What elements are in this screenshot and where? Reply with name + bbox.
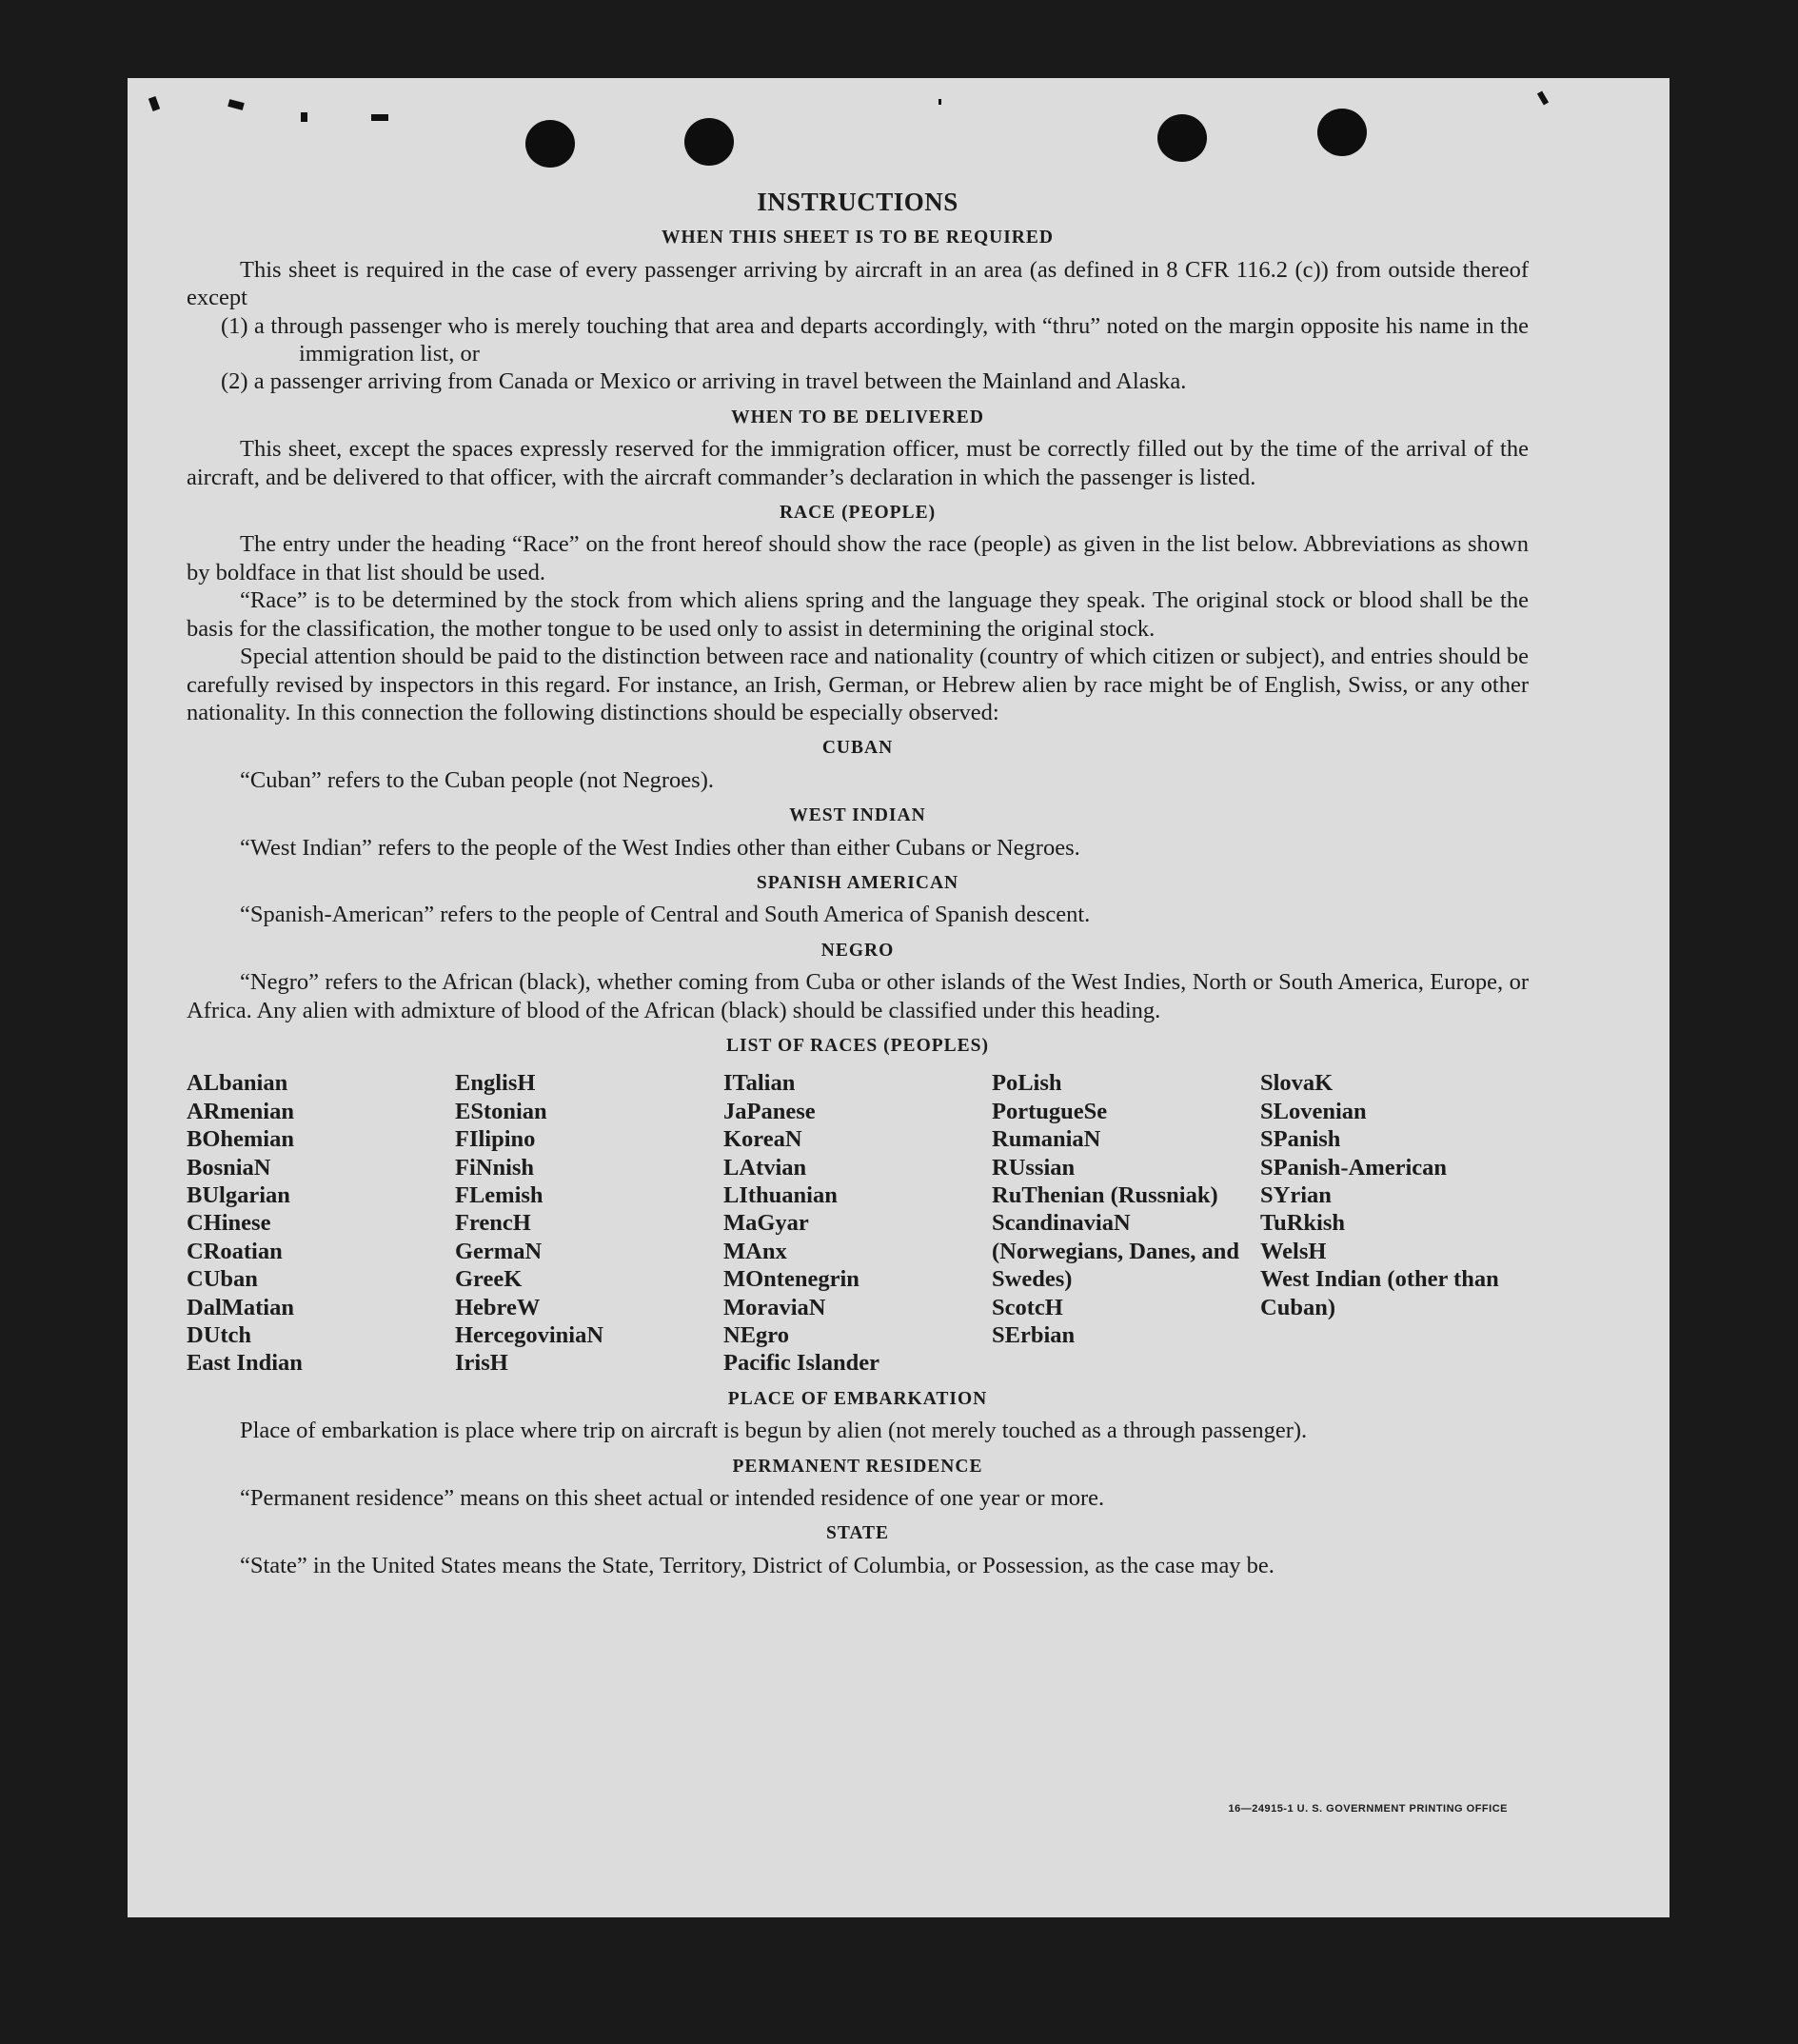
embarkation-text: Place of embarkation is place where trip on aircraft is begun by alien (not merely touched as a through passenger). [240, 1418, 1308, 1444]
instructions-content [187, 189, 1529, 1579]
race-item: EnglisH [455, 1070, 536, 1097]
race-item: SErbian [992, 1322, 1076, 1349]
race-item: DalMatian [187, 1294, 294, 1320]
race-item: FiNnish [455, 1154, 535, 1181]
race-item: SlovaK [1260, 1070, 1334, 1097]
race-item: LAtvian [723, 1154, 807, 1181]
race-item: RuThenian (Russniak) [992, 1182, 1218, 1208]
state-footer-row [187, 1552, 1529, 1579]
race-item: ITalian [723, 1070, 796, 1097]
race-item: FIlipino [455, 1126, 536, 1153]
heading-when-delivered: WHEN TO BE DELIVERED [731, 407, 984, 427]
race-paragraph-2: “Race” is to be determined by the stock from which aliens spring and the language they speak. The original stock or blood shall be the basis for the classification, the mother tongue to be used only to assist in determining the original stock. [187, 587, 1529, 642]
document-sheet [128, 78, 1670, 1917]
negro-text: “Negro” refers to the African (black), whether coming from Cuba or other islands of the West Indies, North or South America, Europe, or Africa. Any alien with admixture of blood of the African (black) should be classified under this heading. [187, 969, 1529, 1023]
state-text: “State” in the United States means the State, Territory, District of Columbia, or Possession, as the case may be. [240, 1552, 1274, 1578]
heading-cuban: CUBAN [821, 738, 894, 759]
races-column [1260, 1069, 1529, 1377]
race-item: GermaN [455, 1238, 543, 1264]
race-item: ScandinaviaN (Norwegians, Danes, and Swedes) [992, 1210, 1239, 1293]
race-item: BosniaN [187, 1154, 271, 1181]
race-item: MAnx [723, 1238, 787, 1264]
race-item: HebreW [455, 1294, 541, 1320]
race-item: LIthuanian [723, 1182, 838, 1208]
races-list [187, 1069, 1529, 1377]
race-item: ALbanian [187, 1070, 288, 1097]
race-item: MoraviaN [723, 1294, 826, 1320]
race-item: East Indian [187, 1350, 303, 1377]
race-item: MOntenegrin [723, 1266, 859, 1293]
races-column [992, 1069, 1260, 1377]
heading-west-indian: WEST INDIAN [789, 805, 926, 826]
race-item: SPanish-American [1260, 1154, 1447, 1181]
races-column [455, 1069, 723, 1377]
heading-list-of-races: LIST OF RACES (PEOPLES) [725, 1035, 989, 1056]
race-item: BOhemian [187, 1126, 294, 1153]
heading-when-required: WHEN THIS SHEET IS TO BE REQUIRED [662, 228, 1054, 248]
race-item: FrencH [455, 1210, 531, 1237]
race-item: CUban [187, 1266, 258, 1293]
west-indian-text: “West Indian” refers to the people of the West Indies other than either Cubans or Negroes. [240, 834, 1080, 861]
races-column [187, 1069, 455, 1377]
race-item: RUssian [992, 1154, 1076, 1181]
heading-state: STATE [825, 1523, 890, 1544]
race-item: TuRkish [1260, 1210, 1346, 1237]
race-item: GreeK [455, 1266, 523, 1293]
race-item: WelsH [1260, 1238, 1327, 1264]
race-item: MaGyar [723, 1210, 809, 1237]
race-item: ScotcH [992, 1294, 1063, 1320]
race-item: CRoatian [187, 1238, 283, 1264]
race-item: NEgro [723, 1322, 789, 1349]
race-item: HercegoviniaN [455, 1322, 604, 1349]
heading-spanish-american: SPANISH AMERICAN [756, 872, 959, 893]
page-title: INSTRUCTIONS [757, 188, 958, 216]
exception-item-1: (1) a through passenger who is merely touching that area and departs accordingly, with “thru” noted on the margin opposite his name in the immigration list, or [221, 312, 1529, 367]
race-item: KoreaN [723, 1126, 802, 1153]
race-item: Pacific Islander [723, 1350, 879, 1377]
races-column [723, 1069, 992, 1377]
race-paragraph-3: Special attention should be paid to the distinction between race and nationality (country of which citizen or subject), and entries should be carefully revised by inspectors in this regard. For instance, an Irish, German, or Hebrew alien by race might be of English, Swiss, or any other nationality. In this connection the following distinctions should be especially observed: [187, 644, 1529, 725]
race-item: PoLish [992, 1070, 1062, 1097]
race-item: RumaniaN [992, 1126, 1101, 1153]
race-item: JaPanese [723, 1098, 816, 1124]
heading-permanent-residence: PERMANENT RESIDENCE [732, 1456, 983, 1477]
printing-office-note: 16—24915-1 U. S. GOVERNMENT PRINTING OFFICE [1228, 1803, 1508, 1815]
race-item: SLovenian [1260, 1098, 1367, 1124]
race-item: PortugueSe [992, 1098, 1108, 1124]
punch-hole [1157, 114, 1207, 162]
spanish-american-text: “Spanish-American” refers to the people of Central and South America of Spanish descent. [240, 902, 1091, 928]
delivered-text: This sheet, except the spaces expressly reserved for the immigration officer, must be correctly filled out by the time of the arrival of the aircraft, and be delivered to that officer, with the aircraft commander’s declaration in which the passenger is listed. [187, 436, 1529, 490]
punch-hole [525, 120, 575, 168]
heading-race: RACE (PEOPLE) [779, 503, 937, 524]
heading-place-of-embarkation: PLACE OF EMBARKATION [727, 1388, 988, 1409]
cuban-text: “Cuban” refers to the Cuban people (not Negroes). [240, 766, 714, 793]
punch-hole [1317, 109, 1367, 156]
race-item: FLemish [455, 1182, 543, 1208]
race-paragraph-1: The entry under the heading “Race” on the front hereof should show the race (people) as given in the list below. Abbreviations as shown by boldface in that list should be used. [187, 531, 1529, 585]
required-intro: This sheet is required in the case of every passenger arriving by aircraft in an area (as defined in 8 CFR 116.2 (c)) from outside thereof except [187, 256, 1529, 311]
race-item: SPanish [1260, 1126, 1341, 1153]
exception-item-2: (2) a passenger arriving from Canada or Mexico or arriving in travel between the Mainland and Alaska. [221, 368, 1187, 395]
race-item: IrisH [455, 1350, 508, 1377]
punch-hole [684, 118, 734, 166]
race-item: West Indian (other than Cuban) [1260, 1266, 1499, 1320]
race-item: SYrian [1260, 1182, 1332, 1208]
race-item: EStonian [455, 1098, 547, 1124]
race-item: DUtch [187, 1322, 252, 1349]
heading-negro: NEGRO [820, 940, 895, 961]
race-item: CHinese [187, 1210, 271, 1237]
race-item: ARmenian [187, 1098, 294, 1124]
race-item: BUlgarian [187, 1182, 290, 1208]
residence-text: “Permanent residence” means on this sheet actual or intended residence of one year or more. [240, 1485, 1105, 1512]
